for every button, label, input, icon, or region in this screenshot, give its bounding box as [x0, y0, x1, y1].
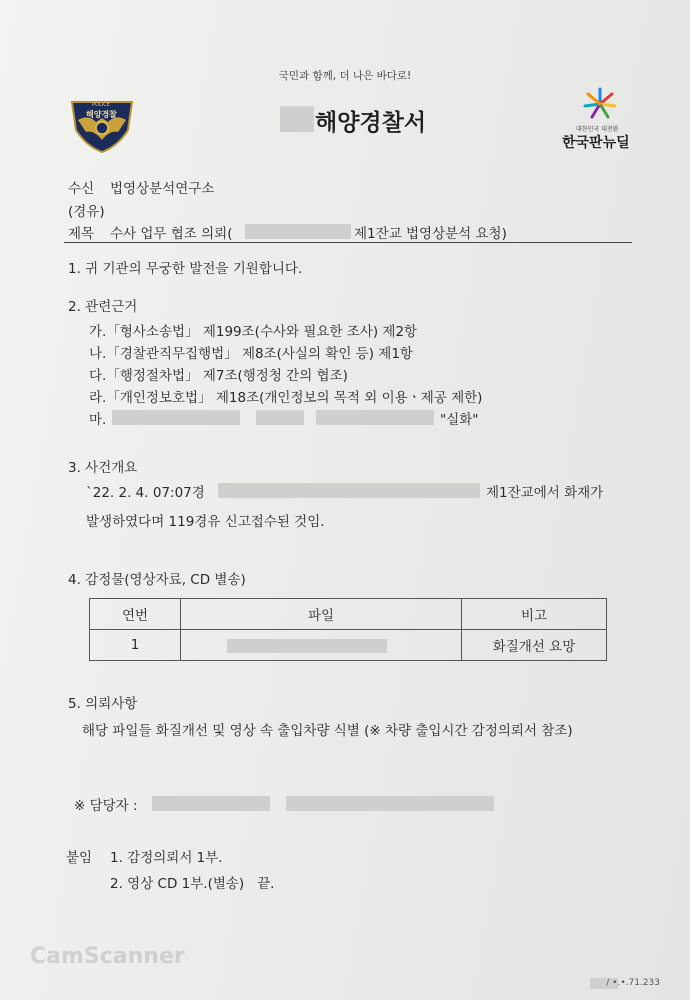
section-4-title: 4. 감정물(영상자료, CD 별송) [68, 572, 246, 588]
table-header-cell: 파일 [181, 599, 462, 630]
redacted-case-name [112, 410, 240, 425]
subject-label: 제목 [68, 226, 95, 242]
request-body: 해당 파일들 화질개선 및 영상 속 출입차량 식별 (※ 차량 출입시간 감정의뢰서 참조) [82, 723, 573, 739]
attachment-label: 붙임 [66, 850, 93, 866]
scanner-watermark: CamScanner [30, 944, 185, 969]
redacted-case-name [256, 410, 304, 425]
redacted-file-name [227, 639, 387, 653]
section-2-title: 2. 관련근거 [68, 299, 138, 315]
coast-guard-badge-logo [68, 96, 136, 154]
via-label: (경유) [68, 204, 105, 220]
footer-page-ref: / •.•.71.233 [606, 978, 660, 988]
redacted-contact [286, 796, 494, 811]
legal-basis-item: 나.「경찰관직무집행법」 제8조(사실의 확인 등) 제1항 [89, 346, 413, 362]
badge-small-text: POLICE [92, 102, 110, 108]
legal-basis-item: 가.「형사소송법」 제199조(수사와 필요한 조사) 제2항 [89, 324, 418, 340]
legal-basis-item-5-prefix: 마. [89, 412, 107, 428]
attachment-item-1: 1. 감정의뢰서 1부. [110, 850, 223, 866]
table-header-cell: 연번 [90, 599, 181, 630]
recipient-label: 수신 [68, 181, 95, 197]
section-1: 1. 귀 기관의 무궁한 발전을 기원합니다. [68, 261, 303, 277]
evidence-table [89, 598, 607, 661]
section-3-title: 3. 사건개요 [68, 460, 138, 476]
legal-basis-item: 라.「개인정보호법」 제18조(개인정보의 목적 외 이용ㆍ제공 제한) [89, 390, 483, 406]
table-cell-number: 1 [90, 630, 181, 661]
redacted-location [245, 224, 351, 239]
slogan: 국민과 함께, 더 나은 바다로! [278, 70, 412, 82]
incident-line-1-suffix: 제1잔교에서 화재가 [486, 485, 604, 501]
attachment-item-2: 2. 영상 CD 1부.(별송) 끝. [110, 876, 275, 892]
redacted-case-name [316, 410, 434, 425]
table-cell-file [181, 630, 462, 661]
incident-line-2: 발생하였다며 119경유 신고접수된 것임. [86, 514, 325, 530]
section-5-title: 5. 의뢰사항 [68, 696, 138, 712]
table-header-row [90, 599, 607, 630]
new-deal-small-text: 대한민국 대전환 [576, 126, 619, 133]
redacted-station-name [280, 106, 314, 132]
badge-text: 해양경찰 [86, 110, 117, 119]
subject-prefix: 수사 업무 협조 의뢰( [110, 226, 233, 242]
table-header-cell: 비고 [462, 599, 607, 630]
legal-basis-item: 다.「행정절차법」 제7조(행정청 간의 협조) [89, 368, 348, 384]
table-cell-note: 화질개선 요망 [462, 630, 607, 661]
korean-new-deal-logo [560, 86, 640, 152]
incident-line-1-prefix: `22. 2. 4. 07:07경 [86, 485, 205, 501]
redacted-contact [152, 796, 270, 811]
recipient-value: 법영상분석연구소 [110, 181, 215, 197]
subject-suffix: 제1잔교 법영상분석 요청) [354, 226, 507, 242]
document-title: 해양경찰서 [315, 110, 427, 136]
legal-basis-item-5-suffix: "실화" [440, 412, 479, 428]
table-row [90, 630, 607, 661]
new-deal-text: 한국판뉴딜 [562, 135, 630, 151]
contact-label: ※ 담당자 : [74, 798, 138, 814]
header-divider [64, 242, 632, 243]
redacted-incident-location [218, 483, 480, 498]
